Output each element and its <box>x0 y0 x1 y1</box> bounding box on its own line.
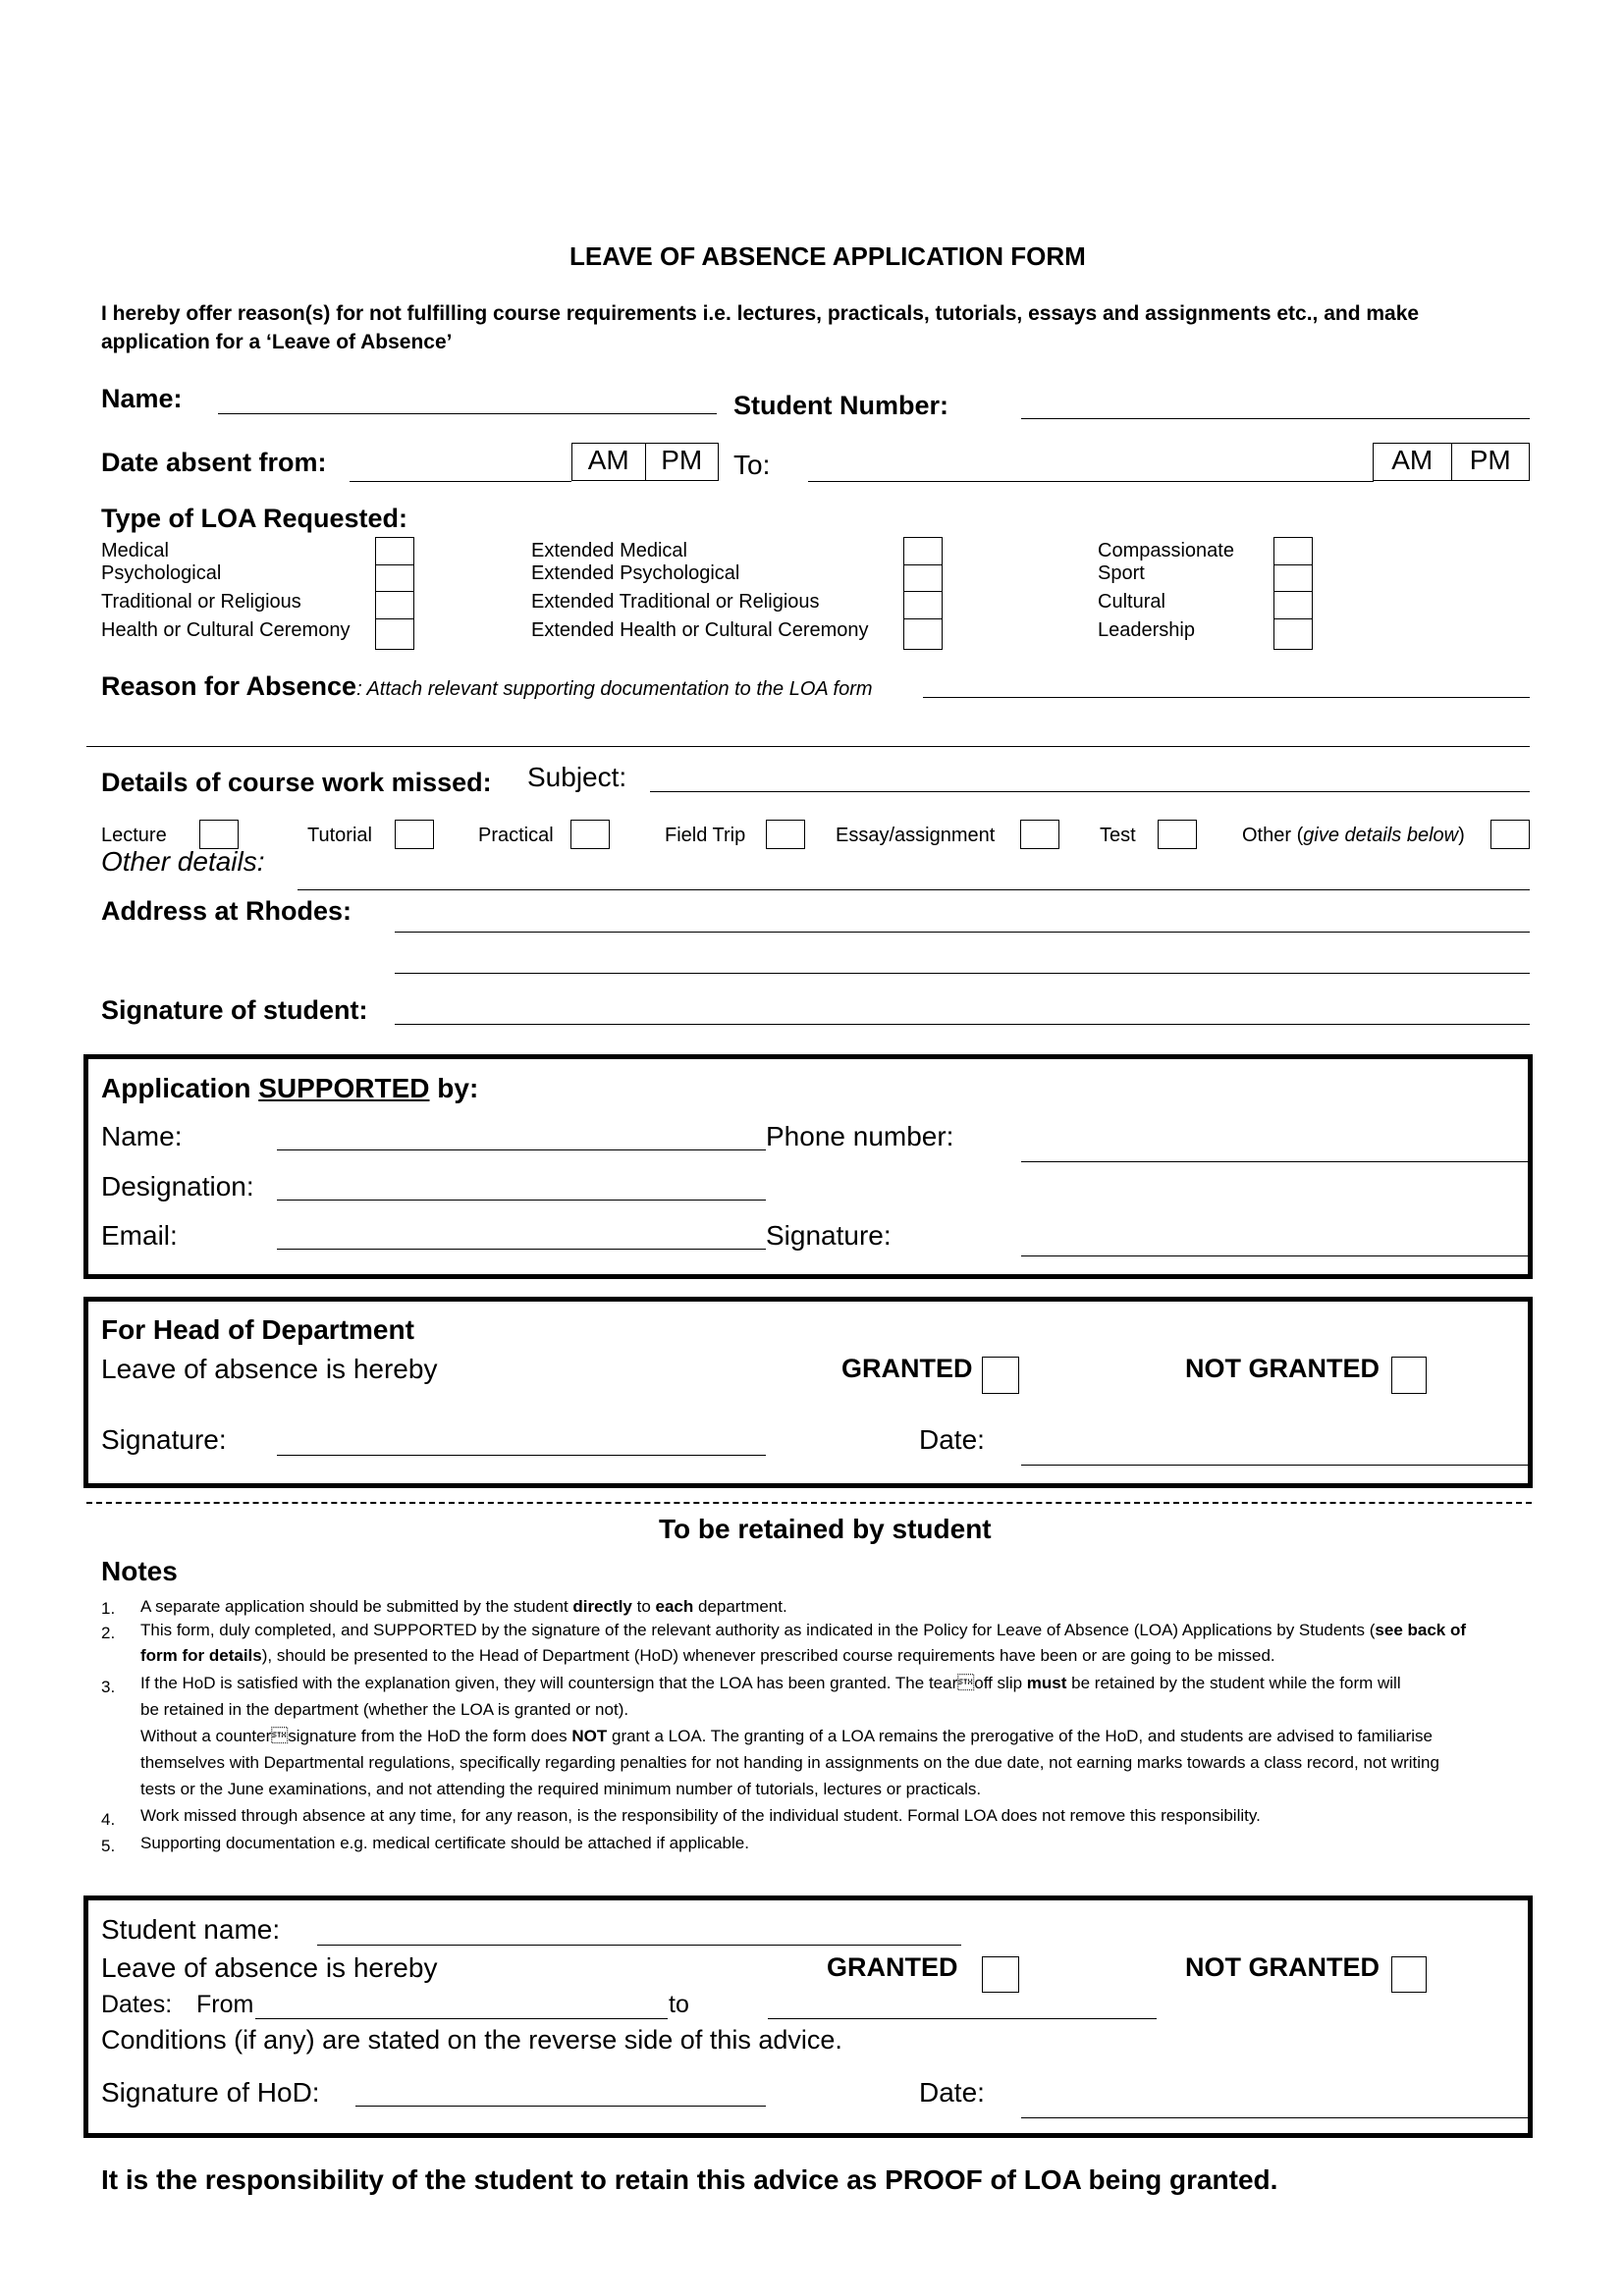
coursework-checkbox-field-trip[interactable] <box>766 820 805 849</box>
from-pm-option[interactable]: PM <box>645 444 719 480</box>
loa-option-label: Extended Traditional or Religious <box>531 591 820 613</box>
note-text: If the HoD is satisfied with the explanation given, they will countersign that the LOA has been granted. The tearoff slip <box>140 1674 1027 1692</box>
loa-option-label: Sport <box>1098 562 1145 584</box>
reason-label: Reason for Absence <box>101 671 357 701</box>
note-bold: NOT <box>571 1727 608 1745</box>
loa-option-label: Compassionate <box>1098 540 1234 561</box>
loa-checkbox-ext-medical[interactable] <box>903 537 943 566</box>
supported-heading <box>101 1075 478 1102</box>
slip-not-granted-checkbox[interactable] <box>1391 1956 1427 1993</box>
footer-statement: It is the responsibility of the student to retain this advice as PROOF of LOA being granted. <box>101 2164 1278 2195</box>
supporter-signature-label: Signature: <box>766 1220 892 1251</box>
loa-checkbox-compassionate[interactable] <box>1273 537 1313 566</box>
note-text: A separate application should be submitted by the student <box>140 1597 573 1616</box>
note-text: department. <box>693 1597 787 1616</box>
other-details-input-line[interactable] <box>298 889 1530 890</box>
supported-underlined: SUPPORTED <box>258 1073 430 1103</box>
loa-option-label: Traditional or Religious <box>101 591 301 613</box>
to-am-option[interactable]: AM <box>1391 445 1434 475</box>
loa-option-label: Cultural <box>1098 591 1165 613</box>
note-number: 1. <box>101 1599 116 1618</box>
loa-option-label: Extended Medical <box>531 540 687 561</box>
supporter-name-label: Name: <box>101 1121 183 1151</box>
coursework-option-label: Test <box>1100 825 1136 846</box>
retained-heading: To be retained by student <box>659 1514 992 1544</box>
loa-checkbox-health-ceremony[interactable] <box>375 618 414 650</box>
loa-type-heading: Type of LOA Requested: <box>101 504 408 533</box>
note-number: 3. <box>101 1678 116 1696</box>
name-input-line[interactable] <box>218 413 717 414</box>
address-input-line-2[interactable] <box>395 973 1530 974</box>
note-text: This form, duly completed, and SUPPORTED by the signature of the relevant authority as indicated in the Policy for Leave of Absence (LOA) Applications by Students ( <box>140 1621 1376 1639</box>
notes-heading: Notes <box>101 1556 178 1586</box>
loa-checkbox-sport[interactable] <box>1273 564 1313 593</box>
student-signature-input-line[interactable] <box>395 1024 1530 1025</box>
slip-conditions: Conditions (if any) are stated on the reverse side of this advice. <box>101 2025 842 2055</box>
note-number: 4. <box>101 1810 116 1829</box>
coursework-option-label: Practical <box>478 825 554 846</box>
from-am-pm-selector[interactable] <box>571 443 719 481</box>
loa-checkbox-psychological[interactable] <box>375 564 414 593</box>
to-am-pm-selector[interactable] <box>1373 443 1530 481</box>
loa-checkbox-ext-psychological[interactable] <box>903 564 943 593</box>
note-3-line-3 <box>140 1728 1433 1744</box>
coursework-option-label: Field Trip <box>665 825 746 846</box>
intro-line-2: application for a ‘Leave of Absence’ <box>101 331 453 353</box>
from-am-option[interactable]: AM <box>587 445 629 475</box>
slip-to-label: to <box>669 1991 689 2018</box>
hod-signature-label: Signature: <box>101 1424 227 1455</box>
supported-prefix: Application <box>101 1073 259 1103</box>
coursework-option-label: Tutorial <box>307 825 372 846</box>
form-title: LEAVE OF ABSENCE APPLICATION FORM <box>569 241 1086 271</box>
note-bold: each <box>655 1597 694 1616</box>
note-text: ), should be presented to the Head of Department (HoD) whenever prescribed course requirements have been or are going to be missed. <box>261 1646 1275 1665</box>
loa-option-label: Medical <box>101 540 169 561</box>
note-3-line-5: tests or the June examinations, and not attending the required minimum number of tutorials, lectures or practicals. <box>140 1780 982 1798</box>
note-text: be retained by the student while the form will <box>1066 1674 1401 1692</box>
note-bold: see back of <box>1375 1621 1467 1639</box>
note-text: to <box>631 1597 656 1616</box>
loa-checkbox-ext-traditional[interactable] <box>903 591 943 620</box>
supporter-designation-input-line[interactable] <box>277 1200 766 1201</box>
subject-input-line[interactable] <box>650 791 1530 792</box>
hod-leave-text: Leave of absence is hereby <box>101 1354 438 1384</box>
note-3-line-1 <box>140 1675 1401 1691</box>
coursework-checkbox-test[interactable] <box>1158 820 1197 849</box>
coursework-checkbox-essay[interactable] <box>1020 820 1059 849</box>
slip-date-input-line[interactable] <box>1021 2117 1528 2118</box>
supporter-email-label: Email: <box>101 1220 178 1251</box>
name-label: Name: <box>101 384 183 413</box>
supported-suffix: by: <box>429 1073 479 1103</box>
supporter-designation-label: Designation: <box>101 1171 254 1201</box>
note-bold: form for details <box>140 1646 262 1665</box>
slip-hod-signature-label: Signature of HoD: <box>101 2077 320 2108</box>
slip-to-input-line[interactable] <box>768 2018 1157 2019</box>
other-italic: give details below <box>1303 825 1459 846</box>
hod-not-granted-checkbox[interactable] <box>1391 1357 1427 1394</box>
student-number-input-line[interactable] <box>1021 418 1530 419</box>
other-suffix: ) <box>1458 825 1465 846</box>
note-4: Work missed through absence at any time, for any reason, is the responsibility of the individual student. Formal LOA does not remove this responsibility. <box>140 1806 1261 1825</box>
subject-label: Subject: <box>527 762 627 792</box>
note-5: Supporting documentation e.g. medical certificate should be attached if applicable. <box>140 1834 749 1852</box>
supporter-name-input-line[interactable] <box>277 1149 766 1150</box>
slip-date-label: Date: <box>919 2077 985 2108</box>
loa-checkbox-traditional[interactable] <box>375 591 414 620</box>
to-pm-option[interactable]: PM <box>1451 444 1530 480</box>
supporter-signature-input-line[interactable] <box>1021 1255 1528 1256</box>
note-text: Without a countersignature from the HoD the form does <box>140 1727 572 1745</box>
note-number: 5. <box>101 1837 116 1855</box>
hod-granted-checkbox[interactable] <box>982 1357 1019 1394</box>
student-signature-label: Signature of student: <box>101 995 368 1025</box>
note-bold: must <box>1026 1674 1067 1692</box>
slip-leave-text: Leave of absence is hereby <box>101 1952 438 1983</box>
hod-date-input-line[interactable] <box>1021 1465 1528 1466</box>
slip-student-name-label: Student name: <box>101 1914 281 1945</box>
coursework-option-label: Lecture <box>101 825 167 846</box>
coursework-checkbox-other[interactable] <box>1490 820 1530 849</box>
loa-option-label: Extended Psychological <box>531 562 740 584</box>
hod-signature-input-line[interactable] <box>277 1455 766 1456</box>
other-prefix: Other ( <box>1242 825 1304 846</box>
address-label: Address at Rhodes: <box>101 896 352 926</box>
loa-checkbox-cultural[interactable] <box>1273 591 1313 620</box>
reason-input-line[interactable] <box>923 697 1530 698</box>
hod-date-label: Date: <box>919 1424 985 1455</box>
hod-granted-label: GRANTED <box>841 1354 973 1383</box>
course-work-label: Details of course work missed: <box>101 768 492 797</box>
note-2-line-2 <box>140 1647 1275 1664</box>
coursework-checkbox-tutorial[interactable] <box>395 820 434 849</box>
note-1 <box>140 1598 787 1615</box>
loa-checkbox-leadership[interactable] <box>1273 618 1313 650</box>
note-bold: directly <box>572 1597 632 1616</box>
slip-student-name-input-line[interactable] <box>317 1945 961 1946</box>
note-text: grant a LOA. The granting of a LOA remains the prerogative of the HoD, and students are advised to familiarise <box>607 1727 1433 1745</box>
coursework-checkbox-practical[interactable] <box>570 820 610 849</box>
slip-not-granted-label: NOT GRANTED <box>1185 1952 1380 1982</box>
loa-option-label: Leadership <box>1098 619 1195 641</box>
coursework-other-label <box>1242 826 1465 845</box>
intro-line-1: I hereby offer reason(s) for not fulfilling course requirements i.e. lectures, practicals, tutorials, essays and assignments etc., and make <box>101 302 1420 325</box>
student-number-label: Student Number: <box>733 391 948 420</box>
coursework-option-label: Essay/assignment <box>836 825 996 846</box>
note-2-line-1 <box>140 1622 1466 1638</box>
address-input-line-1[interactable] <box>395 932 1530 933</box>
hod-not-granted-label: NOT GRANTED <box>1185 1354 1380 1383</box>
loa-option-label: Extended Health or Cultural Ceremony <box>531 619 869 641</box>
loa-checkbox-medical[interactable] <box>375 537 414 566</box>
slip-granted-label: GRANTED <box>827 1952 958 1982</box>
note-number: 2. <box>101 1624 116 1642</box>
date-to-input-line[interactable] <box>808 481 1374 482</box>
hod-heading: For Head of Department <box>101 1314 414 1345</box>
supporter-phone-input-line[interactable] <box>1021 1161 1528 1162</box>
supporter-phone-label: Phone number: <box>766 1121 954 1151</box>
slip-from-label: From <box>196 1991 254 2018</box>
loa-checkbox-ext-health-ceremony[interactable] <box>903 618 943 650</box>
slip-from-input-line[interactable] <box>255 2018 668 2019</box>
to-label: To: <box>733 450 771 480</box>
tear-off-line <box>86 1502 1532 1504</box>
note-3-line-4: themselves with Departmental regulations, specifically regarding penalties for not handing in assignments on the due date, not earning marks towards a class record, not writing <box>140 1753 1439 1772</box>
date-from-input-line[interactable] <box>350 481 571 482</box>
loa-option-label: Health or Cultural Ceremony <box>101 619 351 641</box>
note-3-line-2: be retained in the department (whether the LOA is granted or not). <box>140 1700 629 1719</box>
loa-option-label: Psychological <box>101 562 222 584</box>
slip-granted-checkbox[interactable] <box>982 1956 1019 1993</box>
reason-label-row <box>101 673 873 700</box>
supporter-email-input-line[interactable] <box>277 1249 766 1250</box>
date-absent-from-label: Date absent from: <box>101 448 327 477</box>
coursework-checkbox-lecture[interactable] <box>199 820 239 849</box>
reason-note: : Attach relevant supporting documentation to the LOA form <box>356 678 873 700</box>
reason-input-line-2[interactable] <box>86 746 1530 747</box>
slip-dates-label: Dates: <box>101 1991 173 2018</box>
slip-hod-signature-input-line[interactable] <box>355 2106 766 2107</box>
other-details-label: Other details: <box>101 846 265 877</box>
